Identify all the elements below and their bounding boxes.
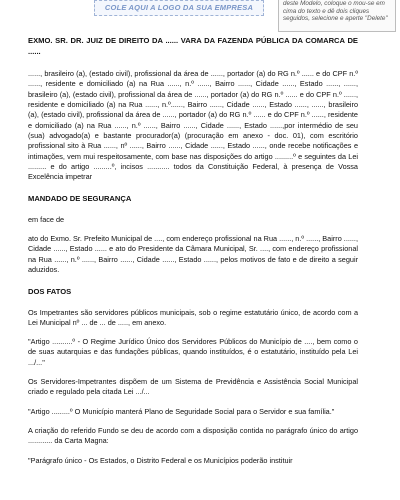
plaintiffs-qualification-paragraph: ......, brasileiro (a), (estado civil), profissional da área de ......, portador (a) do RG n.º ...... e do CPF n.º ......, residente e domiciliado (a) na Rua ......, n.º ......, Bairro ......, Cidade ......, Estado ......, ......, brasileiro (a), (estado civil), profissional da área de ......, portador (a) do RG n.º ...... e do CPF n.º ......, residente e domiciliado (a) na Rua ......, n.º......, Bairro ......, Cidade ......, Estado ......, ......, brasileiro (a), (estado civil), profissional da área de ......, portador (a) do RG n.º ...... e do CPF n.º ......, residente e domiciliado (a) na Rua ......, n.º ......, Bairro ......, Cidade ......, Estado ......,por intermédio de seu (sua) advogado(a) e bastante procurador(a) (procuração em anexo - doc. 01), com escritório profissional sito à Rua ......, nº ......, Bairro ......, Cidade ......, Estado ......, onde recebe notificações e intimações, vem mui respeitosamente, com base nas disposições do artigo .........º e seguintes da Lei ......... e do artigo .........º, incisos ........... todos da Constituição Federal, à presença de Vossa Excelência impetrar <box>28 69 358 182</box>
fatos-paragraph-1: Os Impetrantes são servidores públicos municipais, sob o regime estatutário único, de acordo com a Lei Municipal nº ... de ... de ....., em anexo. <box>28 307 358 327</box>
court-addressing-heading: EXMO. SR. DR. JUIZ DE DIREITO DA ...... VARA DA FAZENDA PÚBLICA DA COMARCA DE ...... <box>28 36 358 56</box>
instruction-note: deste Modelo, coloque o mou-se em cima do texto e dê dois cliques seguidos, selecione e aperte "Delete" <box>278 0 396 32</box>
fatos-paragraph-2: Os Servidores-Impetrantes dispõem de um Sistema de Previdência e Assistência Social Municipal criado e regulado pela citada Lei .../... <box>28 377 358 397</box>
company-logo-placeholder[interactable]: COLE AQUI A LOGO DA SUA EMPRESA <box>94 0 264 16</box>
section-title-fatos: DOS FATOS <box>28 287 72 297</box>
section-title-mandado: MANDADO DE SEGURANÇA <box>28 194 132 204</box>
em-face-text: em face de <box>28 214 65 224</box>
fatos-quote-2: "Artigo .........º O Município manterá Plano de Seguridade Social para o Servidor e sua família." <box>28 406 335 416</box>
fatos-paragraph-3: A criação do referido Fundo se deu de acordo com a disposição contida no parágrafo único do artigo ............ da Carta Magna: <box>28 425 358 446</box>
fatos-quote-1: "Artigo ..........º - O Regime Jurídico Único dos Servidores Públicos do Município de ...., bem como o de suas autarquias e das fundações públicas, quando instituídos, é o estatutário, instituído pela Lei .../..." <box>28 337 358 367</box>
petition-body <box>28 36 358 475</box>
defendants-paragraph: ato do Exmo. Sr. Prefeito Municipal de ...., com endereço profissional na Rua ......, n.º ......, Bairro ......, Cidade ......, Estado ...... e ato do Presidente da Câmara Municipal, Sr. ...., com endereço profissional na Rua ......, n.º ......, Bairro ......, Cidade ......, Estado ......, pelos motivos de fato e de direito a seguir aduzidos. <box>28 234 358 274</box>
fatos-quote-3: "Parágrafo único - Os Estados, o Distrito Federal e os Municípios poderão instituir <box>28 455 293 465</box>
